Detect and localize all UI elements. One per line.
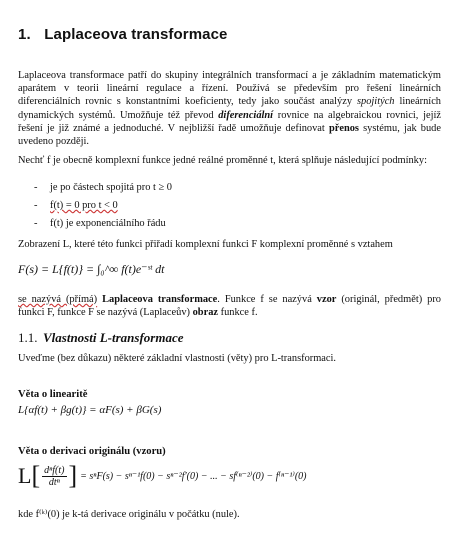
intro-paragraph [18,69,441,148]
theorem-linearity-title: Věta o linearitě [18,389,88,400]
theorem-derivative-note: kde f⁽ᵏ⁾(0) je k-tá derivace originálu v počátku (nule). [18,509,240,520]
list-item: - f(t) je exponenciálního řádu [34,218,166,229]
page-title [18,26,228,43]
intro-text-4: systému, jak bude uvedeno později. [18,122,441,148]
intro-italic-2: diferenciální [218,109,274,121]
definition-formula: F(s) = L{f(t)} = ∫₀^∞ f(t)e⁻ˢᵗ dt [18,262,165,276]
condition-3: f(t) je exponenciálního řádu [50,218,166,229]
intro-text-2: lineárních dynamických systémů. Umožňuje též převod [18,96,441,121]
theorem-derivative-formula: L [ dⁿf(t) dtⁿ ] = sⁿF(s) − sⁿ⁻¹f(0) − sⁿ⁻²f′(0) − ... − sf⁽ⁿ⁻²⁾(0) − f⁽ⁿ⁻¹⁾(0) [18,461,307,490]
theorem-linearity-formula: L{αf(t) + βg(t)} = αF(s) + βG(s) [18,404,162,416]
intro-italic-1: spojitých [356,96,395,108]
section-heading: 1.1. Vlastnosti L-transformace [18,330,184,345]
intro-text-3: rovnice na algebraickou rovnici, jejíž řešení je již známé a jednoduché. V nejbližší řadě umožňuje definovat [18,109,441,134]
condition-2: f(t) = 0 pro t < 0 [50,200,118,211]
definition-paragraph: se nazývá (přímá) Laplaceova transformace. Funkce f se nazývá vzor (originál, předmět) pro funkci F, funkce F se nazývá (Laplaceův) obraz funkce f. [18,294,441,319]
heading-number: 1. [18,26,31,43]
conditions-lead: Nechť f je obecně komplexní funkce jedné reálné proměnné t, která splňuje následující podmínky: [18,155,427,166]
condition-1: je po částech spojitá pro t ≥ 0 [50,182,172,193]
list-item: - f(t) = 0 pro t < 0 [34,200,118,211]
section-lead: Uveďme (bez důkazu) některé základní vlastnosti (věty) pro L-transformaci. [18,353,337,364]
mapping-text: Zobrazení L, které této funkci přiřadí komplexní funkci F komplexní proměnné s vztahem [18,239,393,250]
intro-bold: přenos [328,122,359,134]
heading-title: Laplaceova transformace [44,26,228,43]
conditions-list [34,181,172,235]
intro-text-1: Laplaceova transformace patří do skupiny integrálních transformací a je základním matematickým aparátem v teorii lineární regulace a řízení. Používá se především pro řešení lineárních diferenciálních rovnic s konstantními koeficienty, tedy jako součást analýzy [18,70,441,108]
theorem-derivative-title: Věta o derivaci originálu (vzoru) [18,446,166,457]
list-item: - je po částech spojitá pro t ≥ 0 [34,182,172,193]
